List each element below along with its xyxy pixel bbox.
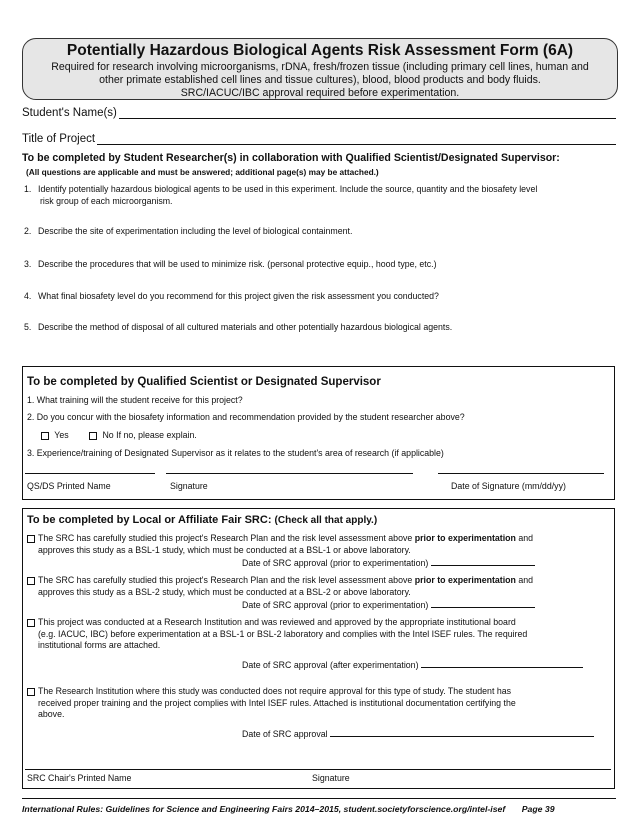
src-title bbox=[27, 514, 377, 526]
src-date-label: Date of SRC approval (after experimentation) bbox=[242, 659, 419, 670]
no-approval-date-field[interactable] bbox=[330, 727, 594, 737]
research-institution-date-field[interactable] bbox=[421, 658, 583, 668]
qs-question-1: 1. What training will the student receive for this project? bbox=[27, 395, 243, 405]
src-item-text-cont: (e.g. IACUC, IBC) before experimentation at a BSL-1 or BSL-2 laboratory and complies with the Intel ISEF rules. The required bbox=[38, 628, 528, 639]
yes-checkbox[interactable] bbox=[41, 432, 49, 440]
student-names-label: Student's Name(s) bbox=[22, 107, 117, 119]
form-subtitle-line2: other primate established cell lines and tissue cultures), blood, blood products and body fluids. bbox=[99, 74, 541, 86]
question-4 bbox=[24, 291, 620, 303]
src-item-text-cont: approves this study as a BSL-1 study, which must be conducted at a BSL-1 or above laboratory. bbox=[38, 544, 411, 555]
qs-question-2: 2. Do you concur with the biosafety information and recommendation provided by the student researcher above? bbox=[27, 412, 465, 422]
no-approval-checkbox[interactable] bbox=[27, 688, 35, 696]
form-header bbox=[22, 38, 618, 100]
research-institution-checkbox[interactable] bbox=[27, 619, 35, 627]
bsl1-checkbox[interactable] bbox=[27, 535, 35, 543]
src-item-bsl2 bbox=[27, 575, 611, 612]
src-item-text-cont: institutional forms are attached. bbox=[38, 640, 161, 650]
src-item-text: This project was conducted at a Research Institution and was reviewed and approved by the appropriate institutional board bbox=[38, 617, 516, 627]
src-item-text-end: and bbox=[515, 575, 534, 585]
question-text: Describe the method of disposal of all cultured materials and other potentially hazardous biological agents. bbox=[38, 322, 453, 332]
src-chair-signature-label: Signature bbox=[312, 773, 350, 783]
project-title-label: Title of Project bbox=[22, 133, 96, 145]
student-section-note: (All questions are applicable and must be answered; additional page(s) may be attached.) bbox=[26, 167, 379, 177]
src-title-note: (Check all that apply.) bbox=[274, 515, 378, 526]
src-item-no-approval bbox=[27, 686, 611, 740]
question-text: Describe the procedures that will be used to minimize risk. (personal protective equip., hood type, etc.) bbox=[38, 259, 437, 269]
src-item-research-institution bbox=[27, 617, 611, 671]
footer-text: International Rules: Guidelines for Science and Engineering Fairs 2014–2015, student.societyforscience.org/intel-isef bbox=[22, 804, 506, 814]
qs-date-line[interactable] bbox=[438, 473, 604, 474]
question-1 bbox=[24, 184, 620, 207]
project-title-row bbox=[22, 132, 616, 145]
student-names-row bbox=[22, 106, 616, 119]
qs-printed-name-label: QS/DS Printed Name bbox=[27, 481, 111, 491]
question-number: 1. bbox=[24, 184, 32, 194]
src-item-text-cont: approves this study as a BSL-2 study, which must be conducted at a BSL-2 or above laboratory. bbox=[38, 586, 411, 597]
qs-signature-label: Signature bbox=[170, 481, 208, 491]
form-subtitle-line3: SRC/IACUC/IBC approval required before experimentation. bbox=[180, 87, 460, 99]
question-number: 2. bbox=[24, 226, 32, 236]
question-text: Identify potentially hazardous biological agents to be used in this experiment. Include the source, quantity and the biosafety level bbox=[38, 184, 538, 194]
src-item-emphasis: prior to experimentation bbox=[414, 575, 516, 585]
src-date-label: Date of SRC approval (prior to experimentation) bbox=[242, 600, 429, 610]
question-text: What final biosafety level do you recommend for this project given the risk assessment you conducted? bbox=[38, 291, 439, 301]
src-item-text-end: and bbox=[515, 533, 534, 543]
question-5 bbox=[24, 322, 620, 334]
src-title-bold: To be completed by Local or Affiliate Fair SRC: bbox=[27, 514, 272, 526]
qs-yes-option[interactable] bbox=[41, 430, 69, 442]
question-2 bbox=[24, 226, 620, 238]
form-subtitle-line1: Required for research involving microorganisms, rDNA, fresh/frozen tissue (including primary cell lines, human and bbox=[51, 61, 589, 73]
project-title-field[interactable] bbox=[97, 132, 616, 145]
student-section-heading: To be completed by Student Researcher(s) in collaboration with Qualified Scientist/Designated Supervisor: bbox=[22, 152, 560, 164]
question-number: 4. bbox=[24, 291, 32, 301]
src-item-text: The SRC has carefully studied this project's Research Plan and the risk level assessment above bbox=[38, 575, 415, 585]
src-section bbox=[22, 508, 615, 789]
bsl1-date-field[interactable] bbox=[431, 556, 535, 566]
page-footer bbox=[22, 798, 616, 814]
qs-question-3: 3. Experience/training of Designated Supervisor as it relates to the student's area of research (if applicable) bbox=[27, 448, 444, 458]
src-item-text-cont: received proper training and the project complies with Intel ISEF rules. Attached is institutional documentation certifying the bbox=[38, 697, 516, 708]
question-text: Describe the site of experimentation including the level of biological containment. bbox=[38, 226, 353, 236]
qs-date-label: Date of Signature (mm/dd/yy) bbox=[451, 481, 566, 491]
student-names-field[interactable] bbox=[119, 106, 616, 119]
qs-printed-name-line[interactable] bbox=[25, 473, 155, 474]
bsl2-checkbox[interactable] bbox=[27, 577, 35, 585]
page-number: Page 39 bbox=[521, 804, 555, 814]
yes-label: Yes bbox=[54, 430, 69, 440]
qs-no-option[interactable] bbox=[89, 430, 197, 442]
src-item-text: The Research Institution where this study was conducted does not require approval for this type of study. The student has bbox=[38, 686, 512, 696]
question-number: 3. bbox=[24, 259, 32, 269]
src-item-text: The SRC has carefully studied this project's Research Plan and the risk level assessment above bbox=[38, 533, 415, 543]
src-date-label: Date of SRC approval (prior to experimentation) bbox=[242, 558, 429, 568]
src-chair-signature-line[interactable] bbox=[25, 769, 611, 770]
qs-ds-title: To be completed by Qualified Scientist or Designated Supervisor bbox=[27, 376, 381, 388]
no-checkbox[interactable] bbox=[89, 432, 97, 440]
src-item-bsl1 bbox=[27, 533, 611, 570]
question-number: 5. bbox=[24, 322, 32, 332]
form-title: Potentially Hazardous Biological Agents Risk Assessment Form (6A) bbox=[66, 42, 574, 59]
question-3 bbox=[24, 259, 620, 271]
no-label: No If no, please explain. bbox=[102, 430, 197, 440]
qs-ds-section bbox=[22, 366, 615, 500]
src-date-label: Date of SRC approval bbox=[242, 728, 328, 739]
bsl2-date-field[interactable] bbox=[431, 598, 535, 608]
src-chair-name-label: SRC Chair's Printed Name bbox=[27, 773, 132, 783]
question-text-cont: risk group of each microorganism. bbox=[40, 195, 173, 206]
src-item-text-cont: above. bbox=[38, 709, 65, 719]
qs-signature-line[interactable] bbox=[166, 473, 413, 474]
src-item-emphasis: prior to experimentation bbox=[414, 533, 516, 543]
